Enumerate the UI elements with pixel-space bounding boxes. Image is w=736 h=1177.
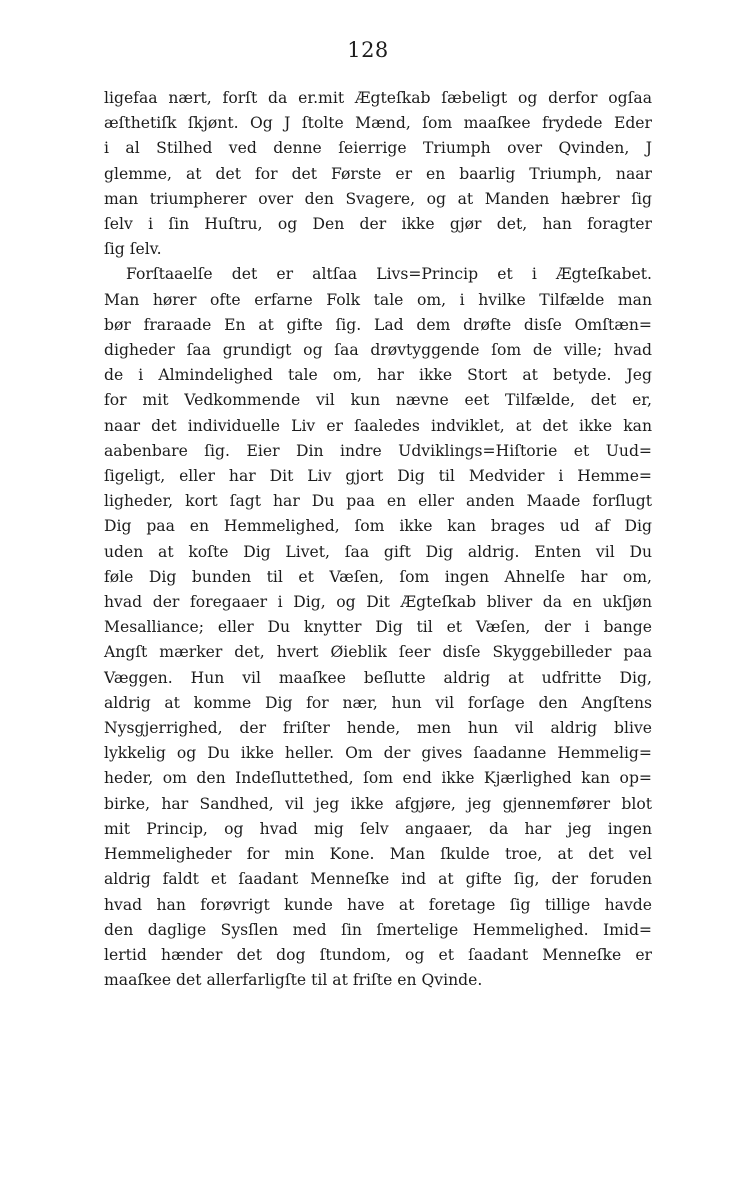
text-line: æſthetiſk ſkjønt. Og J ſtolte Mænd, ſom maaſkee frydede Eder — [104, 114, 652, 133]
text-line: uden at koſte Dig Livet, ſaa gift Dig aldrig. Enten vil Du — [104, 542, 652, 561]
text-line: bør fraraade En at gifte ſig. Lad dem drøfte disſe Omſtæn= — [104, 315, 652, 334]
text-line: føle Dig bunden til et Væſen, ſom ingen Ahnelſe har om, — [104, 567, 652, 586]
text-line: ligefaa nært, forſt da er.mit Ægteſkab ſæbeligt og derfor ogſaa — [104, 89, 652, 107]
text-line: Dig paa en Hemmelighed, ſom ikke kan brages ud af Dig — [104, 517, 652, 536]
text-line: hvad han forøvrigt kunde have at foretage ſig tillige havde — [104, 895, 652, 914]
text-line: lykkelig og Du ikke heller. Om der gives ſaadanne Hemmelig= — [104, 744, 652, 763]
text-line: ligheder, kort ſagt har Du paa en eller anden Maade forſlugt — [104, 492, 652, 511]
text-line: Hemmeligheder for min Kone. Man ſkulde troe, at det vel — [104, 845, 652, 864]
body-text — [104, 86, 652, 993]
text-line: mit Princip, og hvad mig ſelv angaaer, da har jeg ingen — [104, 819, 652, 838]
text-line: man triumpherer over den Svagere, og at Manden hæbrer ſig — [104, 189, 652, 208]
text-line: lertid hænder det dog ſtundom, og et ſaadant Menneſke er — [104, 945, 652, 964]
text-line: glemme, at det for det Første er en baarlig Triumph, naar — [104, 164, 652, 183]
text-line: hvad der foregaaer i Dig, og Dit Ægteſkab bliver da en ukſjøn — [104, 593, 652, 612]
text-line: aabenbare ſig. Eier Din indre Udviklings=Hiſtorie et Uud= — [104, 441, 652, 460]
text-line: Forſtaaelſe det er altſaa Livs=Princip et i Ægteſkabet. — [126, 265, 652, 284]
text-line: Nysgjerrighed, der friſter hende, men hun vil aldrig blive — [104, 719, 652, 738]
text-line: for mit Vedkommende vil kun nævne eet Tilfælde, det er, — [104, 391, 652, 410]
text-line: i al Stilhed ved denne ſeierrige Triumph over Qvinden, J — [104, 139, 652, 158]
text-line: Angſt mærker det, hvert Øieblik ſeer disſe Skyggebilleder paa — [104, 643, 652, 662]
text-line: de i Almindelighed tale om, har ikke Stort at betyde. Jeg — [104, 366, 652, 385]
text-line: birke, har Sandhed, vil jeg ikke afgjøre, jeg gjennemfører blot — [104, 794, 652, 813]
text-line: digheder ſaa grundigt og ſaa drøvtyggende ſom de ville; hvad — [104, 341, 652, 360]
text-line: ſig ſelv. — [104, 240, 162, 259]
text-line: ſelv i ſin Huſtru, og Den der ikke gjør det, han foragter — [104, 215, 652, 234]
text-line: heder, om den Indeſluttethed, ſom end ikke Kjærlighed kan op= — [104, 769, 652, 788]
text-line: Væggen. Hun vil maaſkee beſlutte aldrig at udfritte Dig, — [104, 668, 652, 687]
text-line: Mesalliance; eller Du knytter Dig til et Væſen, der i bange — [104, 618, 652, 637]
page-number: 128 — [347, 38, 389, 62]
text-line: naar det individuelle Liv er ſaaledes indviklet, at det ikke kan — [104, 416, 652, 435]
text-line: aldrig at komme Dig for nær, hun vil forſage den Angſtens — [104, 693, 652, 712]
text-line: aldrig faldt et ſaadant Menneſke ind at gifte ſig, der foruden — [104, 870, 652, 889]
text-line: den daglige Sysſlen med ſin ſmertelige Hemmelighed. Imid= — [104, 920, 652, 939]
text-line: ſigeligt, eller har Dit Liv gjort Dig til Medvider i Hemme= — [104, 467, 652, 486]
text-line: Man hører ofte erfarne Folk tale om, i hvilke Tilfælde man — [104, 290, 652, 309]
text-line: maaſkee det allerfarligſte til at friſte en Qvinde. — [104, 971, 483, 990]
